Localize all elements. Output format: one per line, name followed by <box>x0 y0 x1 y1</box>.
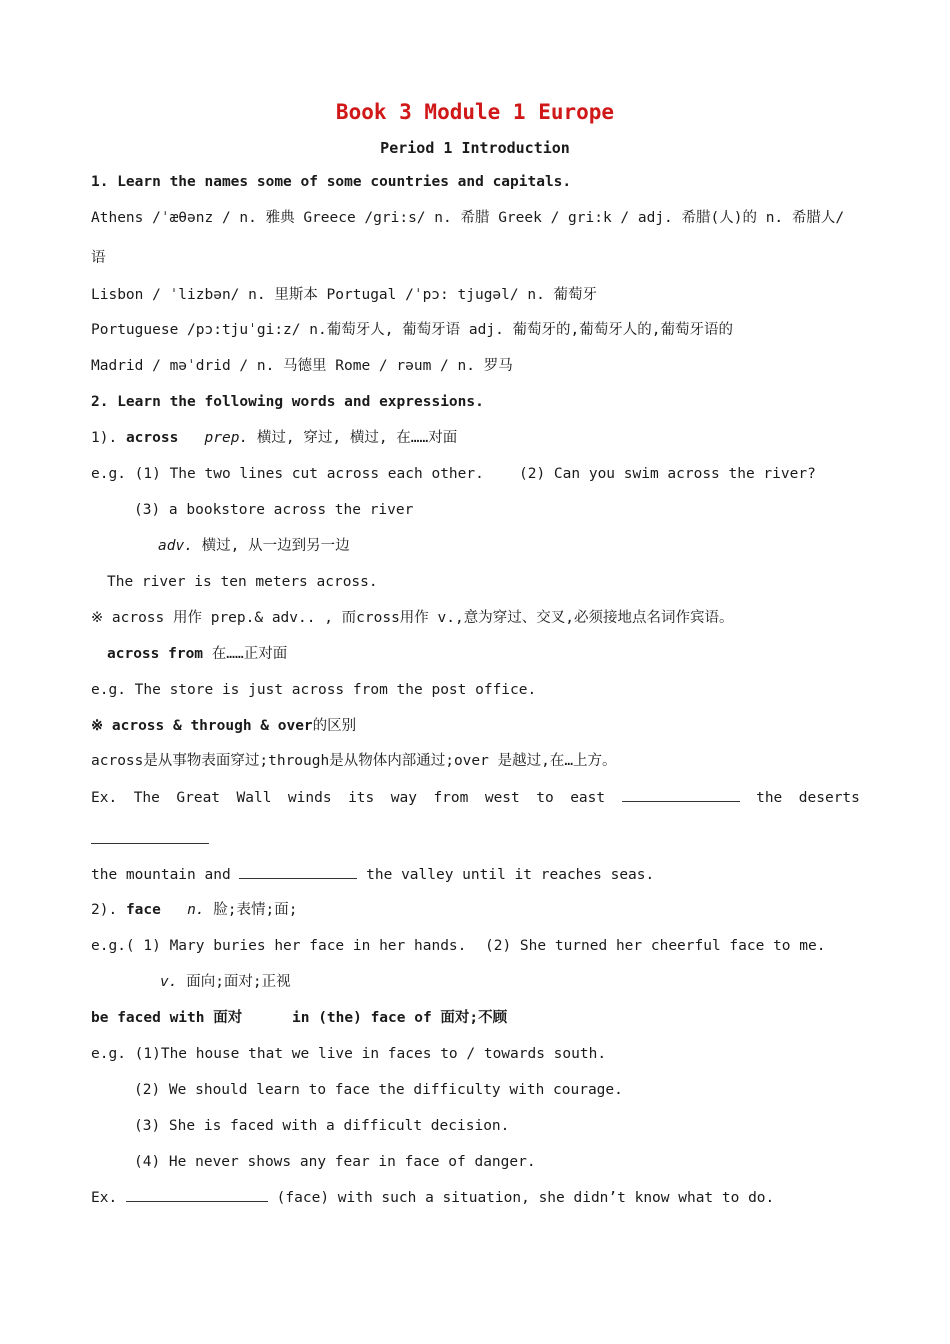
page-title: Book 3 Module 1 Europe <box>335 100 615 124</box>
phrase-across-from <box>107 644 860 664</box>
answer-blank[interactable] <box>622 788 740 802</box>
entry-definition: 脸;表情;面; <box>213 902 298 918</box>
entry-pos: v. <box>160 974 178 990</box>
exercise-word: its <box>348 790 375 806</box>
comparison-heading <box>91 716 860 736</box>
exercise-2 <box>91 1188 860 1208</box>
exercise-word: from <box>433 790 469 806</box>
phrase-faced-with: be faced with 面对 <box>91 1010 243 1026</box>
usage-note: ※ across 用作 prep.& adv.. , 而cross用作 v.,意为穿过、交叉,必须接地点名词作宾语。 <box>91 610 734 626</box>
example-sentence: (3) She is faced with a difficult decision. <box>134 1118 510 1134</box>
entry-word: face <box>125 902 161 918</box>
exercise-word: Ex. <box>91 790 118 806</box>
example-line <box>91 464 860 484</box>
vocab-athens: Athens /ˈæθənz / n. 雅典 Greece /gri:s/ n. 希腊 Greek / gri:k / adj. 希腊(人)的 n. 希腊人/ <box>91 210 845 226</box>
vocab-athens-cont: 语 <box>91 250 106 266</box>
example-line <box>91 936 860 956</box>
exercise-word: Wall <box>236 790 272 806</box>
entry-number: 1). <box>91 430 118 446</box>
phrase-line <box>91 1008 860 1028</box>
exercise-1-line-3 <box>91 865 860 885</box>
page-subtitle: Period 1 Introduction <box>380 139 570 157</box>
vocab-portuguese: Portuguese /pɔ:tjuˈgi:z/ n.葡萄牙人, 葡萄牙语 adj. 葡萄牙的,葡萄牙人的,葡萄牙语的 <box>91 322 733 338</box>
entry-pos: prep. <box>204 430 249 446</box>
entry-pos: n. <box>187 902 205 918</box>
exercise-1-line-1 <box>91 788 860 808</box>
exercise-text: the valley until it reaches seas. <box>366 867 655 883</box>
vocab-madrid: Madrid / məˈdrid / n. 马德里 Rome / rəum / n. 罗马 <box>91 358 513 374</box>
exercise-text: the mountain and <box>91 867 231 883</box>
section-1-heading: 1. Learn the names some of some countries and capitals. <box>91 174 572 190</box>
exercise-word: the <box>756 790 783 806</box>
entry-word: across <box>125 430 179 446</box>
example-sentence: e.g. (1)The house that we live in faces to / towards south. <box>91 1046 607 1062</box>
entry-definition: 横过, 从一边到另一边 <box>201 538 350 554</box>
answer-blank[interactable] <box>239 865 357 879</box>
exercise-word: east <box>570 790 606 806</box>
entry-adv-line <box>158 536 860 556</box>
phrase-definition: 在……正对面 <box>211 646 288 662</box>
comparison-suffix: 的区别 <box>312 718 357 734</box>
entry-pos: adv. <box>158 538 193 554</box>
exercise-word: The <box>133 790 160 806</box>
example-sentence: (2) She turned her cheerful face to me. <box>485 938 826 954</box>
example-sentence: (2) Can you swim across the river? <box>519 466 816 482</box>
phrase-word: across from <box>107 646 204 662</box>
entry-definition: 横过, 穿过, 横过, 在……对面 <box>256 430 458 446</box>
phrase-in-face-of: in (the) face of 面对;不顾 <box>292 1010 508 1026</box>
exercise-1-line-2 <box>91 830 860 850</box>
example-sentence: (2) We should learn to face the difficulty with courage. <box>134 1082 623 1098</box>
entry-definition: 面向;面对;正视 <box>186 974 291 990</box>
answer-blank[interactable] <box>126 1188 268 1202</box>
example-sentence: e.g. (1) The two lines cut across each other. <box>91 466 484 482</box>
example-sentence: The river is ten meters across. <box>107 574 378 590</box>
exercise-word: west <box>484 790 520 806</box>
example-sentence: (4) He never shows any fear in face of danger. <box>134 1154 536 1170</box>
example-sentence: e.g.( 1) Mary buries her face in her hands. <box>91 938 467 954</box>
exercise-word: winds <box>287 790 332 806</box>
exercise-word: Great <box>176 790 221 806</box>
section-2-heading: 2. Learn the following words and expressions. <box>91 394 484 410</box>
comparison-explanation: across是从事物表面穿过;through是从物体内部通过;over 是越过,在…上方。 <box>91 753 617 769</box>
exercise-word: deserts <box>798 790 860 806</box>
exercise-word: way <box>390 790 417 806</box>
entry-number: 2). <box>91 902 118 918</box>
entry-verb-line <box>160 972 860 992</box>
exercise-text: Ex. <box>91 1190 118 1206</box>
comparison-words: ※ across & through & over <box>91 718 313 734</box>
exercise-word: to <box>536 790 554 806</box>
exercise-text: (face) with such a situation, she didn’t know what to do. <box>276 1190 775 1206</box>
entry-across-heading <box>91 428 860 448</box>
vocab-lisbon: Lisbon / ˈlizbən/ n. 里斯本 Portugal /ˈpɔ: tjugəl/ n. 葡萄牙 <box>91 287 598 303</box>
answer-blank[interactable] <box>91 830 209 844</box>
example-sentence: (3) a bookstore across the river <box>134 502 414 518</box>
example-sentence: e.g. The store is just across from the post office. <box>91 682 537 698</box>
entry-face-heading <box>91 900 860 920</box>
